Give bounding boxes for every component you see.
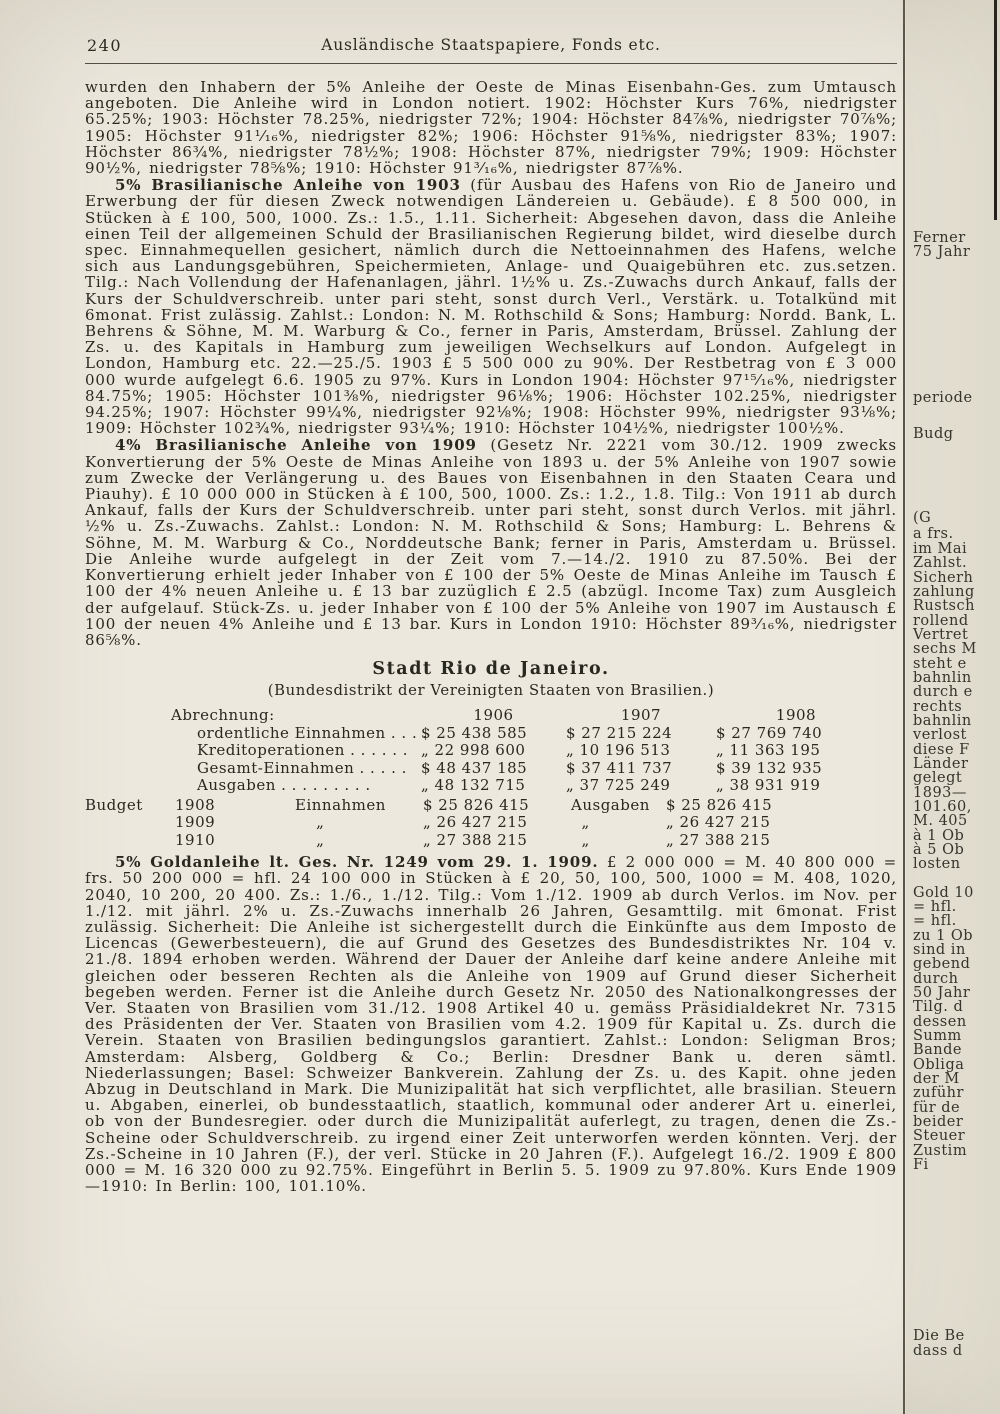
- abrechnung-label: Abrechnung:: [171, 706, 275, 725]
- margin-text-fragment: Summ: [913, 1028, 962, 1044]
- table-row: [171, 760, 897, 778]
- margin-text-fragment: periode: [913, 390, 973, 406]
- einnahmen-value: „ 27 388 215: [423, 830, 528, 849]
- value-1908: „ 11 363 195: [716, 741, 821, 760]
- page-number: 240: [87, 36, 123, 55]
- margin-text-fragment: Fi: [913, 1157, 929, 1173]
- margin-text-fragment: 1893—: [913, 785, 967, 801]
- header-rule: [85, 63, 897, 64]
- margin-text-fragment: im Mai: [913, 541, 968, 557]
- table-row: [171, 777, 897, 795]
- budget-row: [85, 797, 897, 815]
- margin-text-fragment: gebend: [913, 956, 971, 972]
- margin-text-fragment: rechts: [913, 699, 963, 715]
- margin-text-fragment: dessen: [913, 1014, 967, 1030]
- ausgaben-label: „: [571, 813, 590, 832]
- margin-text-fragment: Rustsch: [913, 598, 975, 614]
- margin-text-fragment: 75 Jahr: [913, 244, 971, 260]
- table-row: [171, 725, 897, 743]
- margin-text-fragment: Steuer: [913, 1128, 966, 1144]
- margin-text-fragment: für de: [913, 1100, 961, 1116]
- value-1906: $ 25 438 585: [421, 723, 528, 742]
- margin-text-fragment: diese F: [913, 742, 970, 758]
- budget-row: [85, 832, 897, 850]
- margin-text-fragment: gelegt: [913, 770, 963, 786]
- ausgaben-value: „ 26 427 215: [666, 813, 771, 832]
- margin-text-fragment: Ferner: [913, 230, 966, 246]
- ausgaben-value: $ 25 826 415: [666, 795, 773, 814]
- margin-text-fragment: bahnlin: [913, 713, 972, 729]
- budget-year: 1908: [175, 795, 216, 814]
- margin-text-fragment: durch: [913, 971, 959, 987]
- abrechnung-table: [171, 707, 897, 795]
- margin-text-fragment: Budg: [913, 426, 954, 442]
- value-1908: $ 39 132 935: [716, 758, 823, 777]
- einnahmen-value: „ 26 427 215: [423, 813, 528, 832]
- value-1907: „ 37 725 249: [566, 776, 671, 795]
- margin-text-fragment: Zahlst.: [913, 555, 968, 571]
- value-1908: $ 27 769 740: [716, 723, 823, 742]
- table-row: [171, 742, 897, 760]
- margin-text-fragment: dass d: [913, 1343, 963, 1359]
- einnahmen-value: $ 25 826 415: [423, 795, 530, 814]
- paragraph-goldanleihe-1909: [85, 854, 897, 1194]
- paragraph-umtausch-continuation: [85, 79, 897, 176]
- ausgaben-value: „ 27 388 215: [666, 830, 771, 849]
- budget-label: Budget: [85, 795, 143, 814]
- paragraph-lead: 5% Goldanleihe lt. Ges. Nr. 1249 vom 29. 1. 1909.: [115, 853, 599, 872]
- paragraph-text: (für Ausbau des Hafens von Rio de Janeiro und Erwerbung der für diesen Zweck notwendigen Ländereien u. Gebäude). £ 8 500 000, in Stücken à £ 100, 500, 1000. Zs.: 1.5., 1.11. Sicherheit: Abgesehen davon, dass die Anleihe einen Teil der allgemeinen Schuld der Brasilianischen Regierung bildet, wird dieselbe durch spec. Einnahmequellen gesichert, nämlich durch die Nettoeinnahmen des Hafens, welche sich aus Landungsgebühren, Speichermieten, Anlage- und Quaigebühren etc. zus.setzen. Tilg.: Nach Vollendung der Hafenanlagen, jährl. 1½% u. Zs.-Zuwachs durch Ankauf, falls der Kurs der Schuldverschreib. unter pari steht, sonst durch Verl., Verstärk. u. Totalkünd mit 6monat. Frist zulässig. Zahlst.: London: N. M. Rothschild & Sons; Hamburg: Nordd. Bank, L. Behrens & Söhne, M. M. Warburg & Co., ferner in Paris, Amsterdam, Brüssel. Zahlung der Zs. u. des Kapitals in Hamburg zum jeweiligen Wechselkurs auf London. Aufgelegt in London, Hamburg etc. 22.—25./5. 1903 £ 5 500 000 zu 90%. Der Restbetrag von £ 3 000 000 wurde aufgelegt 6.6. 1905 zu 97%. Kurs in London 1904: Höchster 97¹⁵⁄₁₆%, niedrigster 84.75%; 1905: Höchster 101⅜%, niedrigster 96⅛%; 1906: Höchster 102.25%, niedrigster 94.25%; 1907: Höchster 99¼%, niedrigster 92⅛%; 1908: Höchster 99%, niedrigster 93⅛%; 1909: Höchster 102¾%, niedrigster 93¼%; 1910: Höchster 104½%, niedrigster 100½%.: [85, 176, 897, 438]
- page-gutter-line: [903, 0, 905, 1414]
- margin-text-fragment: durch e: [913, 684, 973, 700]
- margin-text-fragment: steht e: [913, 656, 967, 672]
- value-1907: $ 37 411 737: [566, 758, 673, 777]
- margin-text-fragment: Länder: [913, 756, 969, 772]
- ausgaben-label: „: [571, 830, 590, 849]
- margin-text-fragment: Obliga: [913, 1057, 965, 1073]
- section-subtitle: (Bundesdistrikt der Vereinigten Staaten von Brasilien.): [267, 682, 715, 700]
- margin-text-fragment: sechs M: [913, 641, 977, 657]
- value-1907: $ 27 215 224: [566, 723, 673, 742]
- margin-text-fragment: verlost: [913, 727, 967, 743]
- margin-text-fragment: a frs.: [913, 526, 954, 542]
- margin-text-fragment: Tilg. d: [913, 999, 964, 1015]
- margin-text-fragment: Sicherh: [913, 570, 974, 586]
- margin-text-fragment: 101.60,: [913, 799, 972, 815]
- abrechnung-rows: [171, 725, 897, 795]
- margin-text-fragment: Vertret: [913, 627, 969, 643]
- page-header: [85, 36, 897, 60]
- budget-label: [85, 832, 175, 850]
- budget-year: 1909: [175, 813, 216, 832]
- margin-text-fragment: Die Be: [913, 1328, 965, 1344]
- margin-text-fragment: = hfl.: [913, 913, 957, 929]
- budget-row: [85, 814, 897, 832]
- year-header: 1906: [473, 706, 514, 725]
- einnahmen-label: „: [295, 813, 325, 832]
- margin-text-fragment: zu 1 Ob: [913, 928, 974, 944]
- running-head-title: Ausländische Staatspapiere, Fonds etc.: [321, 36, 661, 54]
- value-1906: $ 48 437 185: [421, 758, 528, 777]
- margin-text-fragment: zuführ: [913, 1085, 964, 1101]
- value-1907: „ 10 196 513: [566, 741, 671, 760]
- margin-text-fragment: Zustim: [913, 1143, 968, 1159]
- value-1906: „ 22 998 600: [421, 741, 526, 760]
- value-1908: „ 38 931 919: [716, 776, 821, 795]
- abrechnung-header-row: [171, 707, 897, 725]
- ausgaben-label: Ausgaben: [571, 795, 650, 814]
- section-title: Stadt Rio de Janeiro.: [372, 659, 610, 680]
- paragraph-anleihe-1903: [85, 177, 897, 436]
- paragraph-text: (Gesetz Nr. 2221 vom 30./12. 1909 zwecks Konvertierung der 5% Oeste de Minas Anleihe von 1893 u. der 5% Anleihe von 1907 sowie zum Zwecke der Verlängerung u. des Baues von Eisenbahnen in den Staaten Ceara und Piauhy). £ 10 000 000 in Stücken à £ 100, 500, 1000. Zs.: 1.2., 1.8. Tilg.: Von 1911 ab durch Ankauf, falls der Kurs der Schuldverschreib. unter pari steht, sonst durch Verlos. mit jährl. ½% u. Zs.-Zuwachs. Zahlst.: London: N. M. Rothschild & Sons; Hamburg: L. Behrens & Söhne, M. M. Warburg & Co., Norddeutsche Bank; ferner in Paris, Amsterdam u. Brüssel. Die Anleihe wurde aufgelegt in der Zeit vom 7.—14./2. 1910 zu 87.50%. Bei der Konvertierung erhielt jeder Inhaber von £ 100 der 5% Oeste de Minas Anleihe im Tausch £ 100 der 4% neuen Anleihe u. £ 13 bar zuzüglich £ 2.5 (abzügl. Income Tax) zum Ausgleich der aufgelauf. Stück-Zs. u. jeder Inhaber von £ 100 der 5% Anleihe von 1907 im Austausch £ 100 der neuen 4% Anleihe und £ 13 bar. Kurs in London 1910: Höchster 89³⁄₁₆%, niedrigster 86⅝%.: [85, 436, 897, 649]
- year-header: 1908: [775, 706, 817, 725]
- margin-text-fragment: = hfl.: [913, 899, 957, 915]
- budget-year: 1910: [175, 830, 216, 849]
- margin-text-fragment: rollend: [913, 613, 969, 629]
- value-1906: „ 48 132 715: [421, 776, 526, 795]
- margin-text-fragment: à 1 Ob: [913, 828, 965, 844]
- page-content: [85, 36, 897, 1195]
- row-label: Gesamt-Einnahmen . . . . .: [197, 758, 407, 777]
- einnahmen-label: „: [295, 830, 325, 849]
- margin-text-fragment: Bande: [913, 1042, 963, 1058]
- row-label: Ausgaben . . . . . . . . .: [197, 776, 371, 795]
- margin-text-fragment: à 5 Ob: [913, 842, 965, 858]
- row-label: ordentliche Einnahmen . . . .: [197, 723, 428, 742]
- paragraph-text: wurden den Inhabern der 5% Anleihe der Oeste de Minas Eisenbahn-Ges. zum Umtausch angeboten. Die Anleihe wird in London notiert. 1902: Höchster Kurs 76%, niedrigster 65.25%; 1903: Höchster 78.25%, niedrigster 72%; 1904: Höchster 84⅞%, niedrigster 70⅞%; 1905: Höchster 91¹⁄₁₆%, niedrigster 82%; 1906: Höchster 91⅝%, niedrigster 83%; 1907: Höchster 86¾%, niedrigster 78½%; 1908: Höchster 87%, niedrigster 79%; 1909: Höchster 90½%, niedrigster 78⅝%; 1910: Höchster 91³⁄₁₆%, niedrigster 87⅞%.: [85, 78, 897, 178]
- adjacent-page-fragments: [908, 0, 1000, 1414]
- margin-text-fragment: zahlung: [913, 584, 975, 600]
- budget-table: [85, 797, 897, 850]
- margin-text-fragment: bahnlin: [913, 670, 972, 686]
- margin-text-fragment: beider: [913, 1114, 964, 1130]
- margin-text-fragment: der M: [913, 1071, 960, 1087]
- margin-text-fragment: (G: [913, 510, 932, 526]
- paragraph-anleihe-1909: [85, 437, 897, 648]
- year-header: 1907: [620, 706, 662, 725]
- paragraph-lead: 5% Brasilianische Anleihe von 1903: [115, 176, 461, 195]
- paragraph-text: £ 2 000 000 = M. 40 800 000 = frs. 50 200 000 = hfl. 24 100 000 in Stücken à £ 20, 50, 100, 500, 1000 = M. 408, 1020, 2040, 10 200, 20 400. Zs.: 1./6., 1./12. Tilg.: Vom 1./12. 1909 ab durch Verlos. im Nov. per 1./12. mit jährl. 2% u. Zs.-Zuwachs innerhalb 26 Jahren, Gesamttilg. mit 6monat. Frist zulässig. Sicherheit: Die Anleihe ist sichergestellt durch die Einkünfte aus dem Imposto de Licencas (Gewerbesteuern), die auf Grund des Gesetzes des Bundesdistriktes Nr. 104 v. 21./8. 1894 erhoben werden. Während der Dauer der Anleihe darf keine andere Anleihe mit gleichen oder besseren Rechten als die Anleihe von 1909 auf Grund dieser Sicherheit begeben werden. Ferner ist die Anleihe durch Gesetz Nr. 2050 des Nationalkongresses der Ver. Staaten von Brasilien vom 31./12. 1908 Artikel 40 u. gemäss Präsidialdekret Nr. 7315 des Präsidenten der Ver. Staaten von Brasilien vom 4.2. 1909 für Kapital u. Zs. durch die Verein. Staaten von Brasilien bedingungslos garantiert. Zahlst.: London: Seligman Bros; Amsterdam: Alsberg, Goldberg & Co.; Berlin: Dresdner Bank u. deren sämtl. Niederlassungen; Basel: Schweizer Bankverein. Zahlung der Zs. u. des Kapit. ohne jeden Abzug in Deutschland in Mark. Die Munizipalität hat sich verpflichtet, alle brasilian. Steuern u. Abgaben, einerlei, ob bundesstaatlich, staatlich, kommunal oder anderer Art u. einerlei, ob von der Bundesregier. oder durch die Munizipalität auferlegt, zu tragen, denen die Zs.-Scheine oder Schuldverschreib. zu irgend einer Zeit unterworfen werden könnten. Verj. der Zs.-Scheine in 10 Jahren (F.), der verl. Stücke in 20 Jahren (F.). Aufgelegt 16./2. 1909 £ 800 000 = M. 16 320 000 zu 92.75%. Eingeführt in Berlin 5. 5. 1909 zu 97.80%. Kurs Ende 1909—1910: In Berlin: 100, 101.10%.: [85, 853, 898, 1196]
- budget-label: [85, 814, 175, 832]
- einnahmen-label: Einnahmen: [295, 795, 386, 814]
- margin-text-fragment: 50 Jahr: [913, 985, 971, 1001]
- margin-text-fragment: losten: [913, 856, 961, 872]
- margin-text-fragment: M. 405: [913, 813, 968, 829]
- row-label: Kreditoperationen . . . . . .: [197, 741, 409, 760]
- margin-text-fragment: Gold 10: [913, 885, 974, 901]
- margin-text-fragment: sind in: [913, 942, 966, 958]
- paragraph-lead: 4% Brasilianische Anleihe von 1909: [115, 436, 477, 455]
